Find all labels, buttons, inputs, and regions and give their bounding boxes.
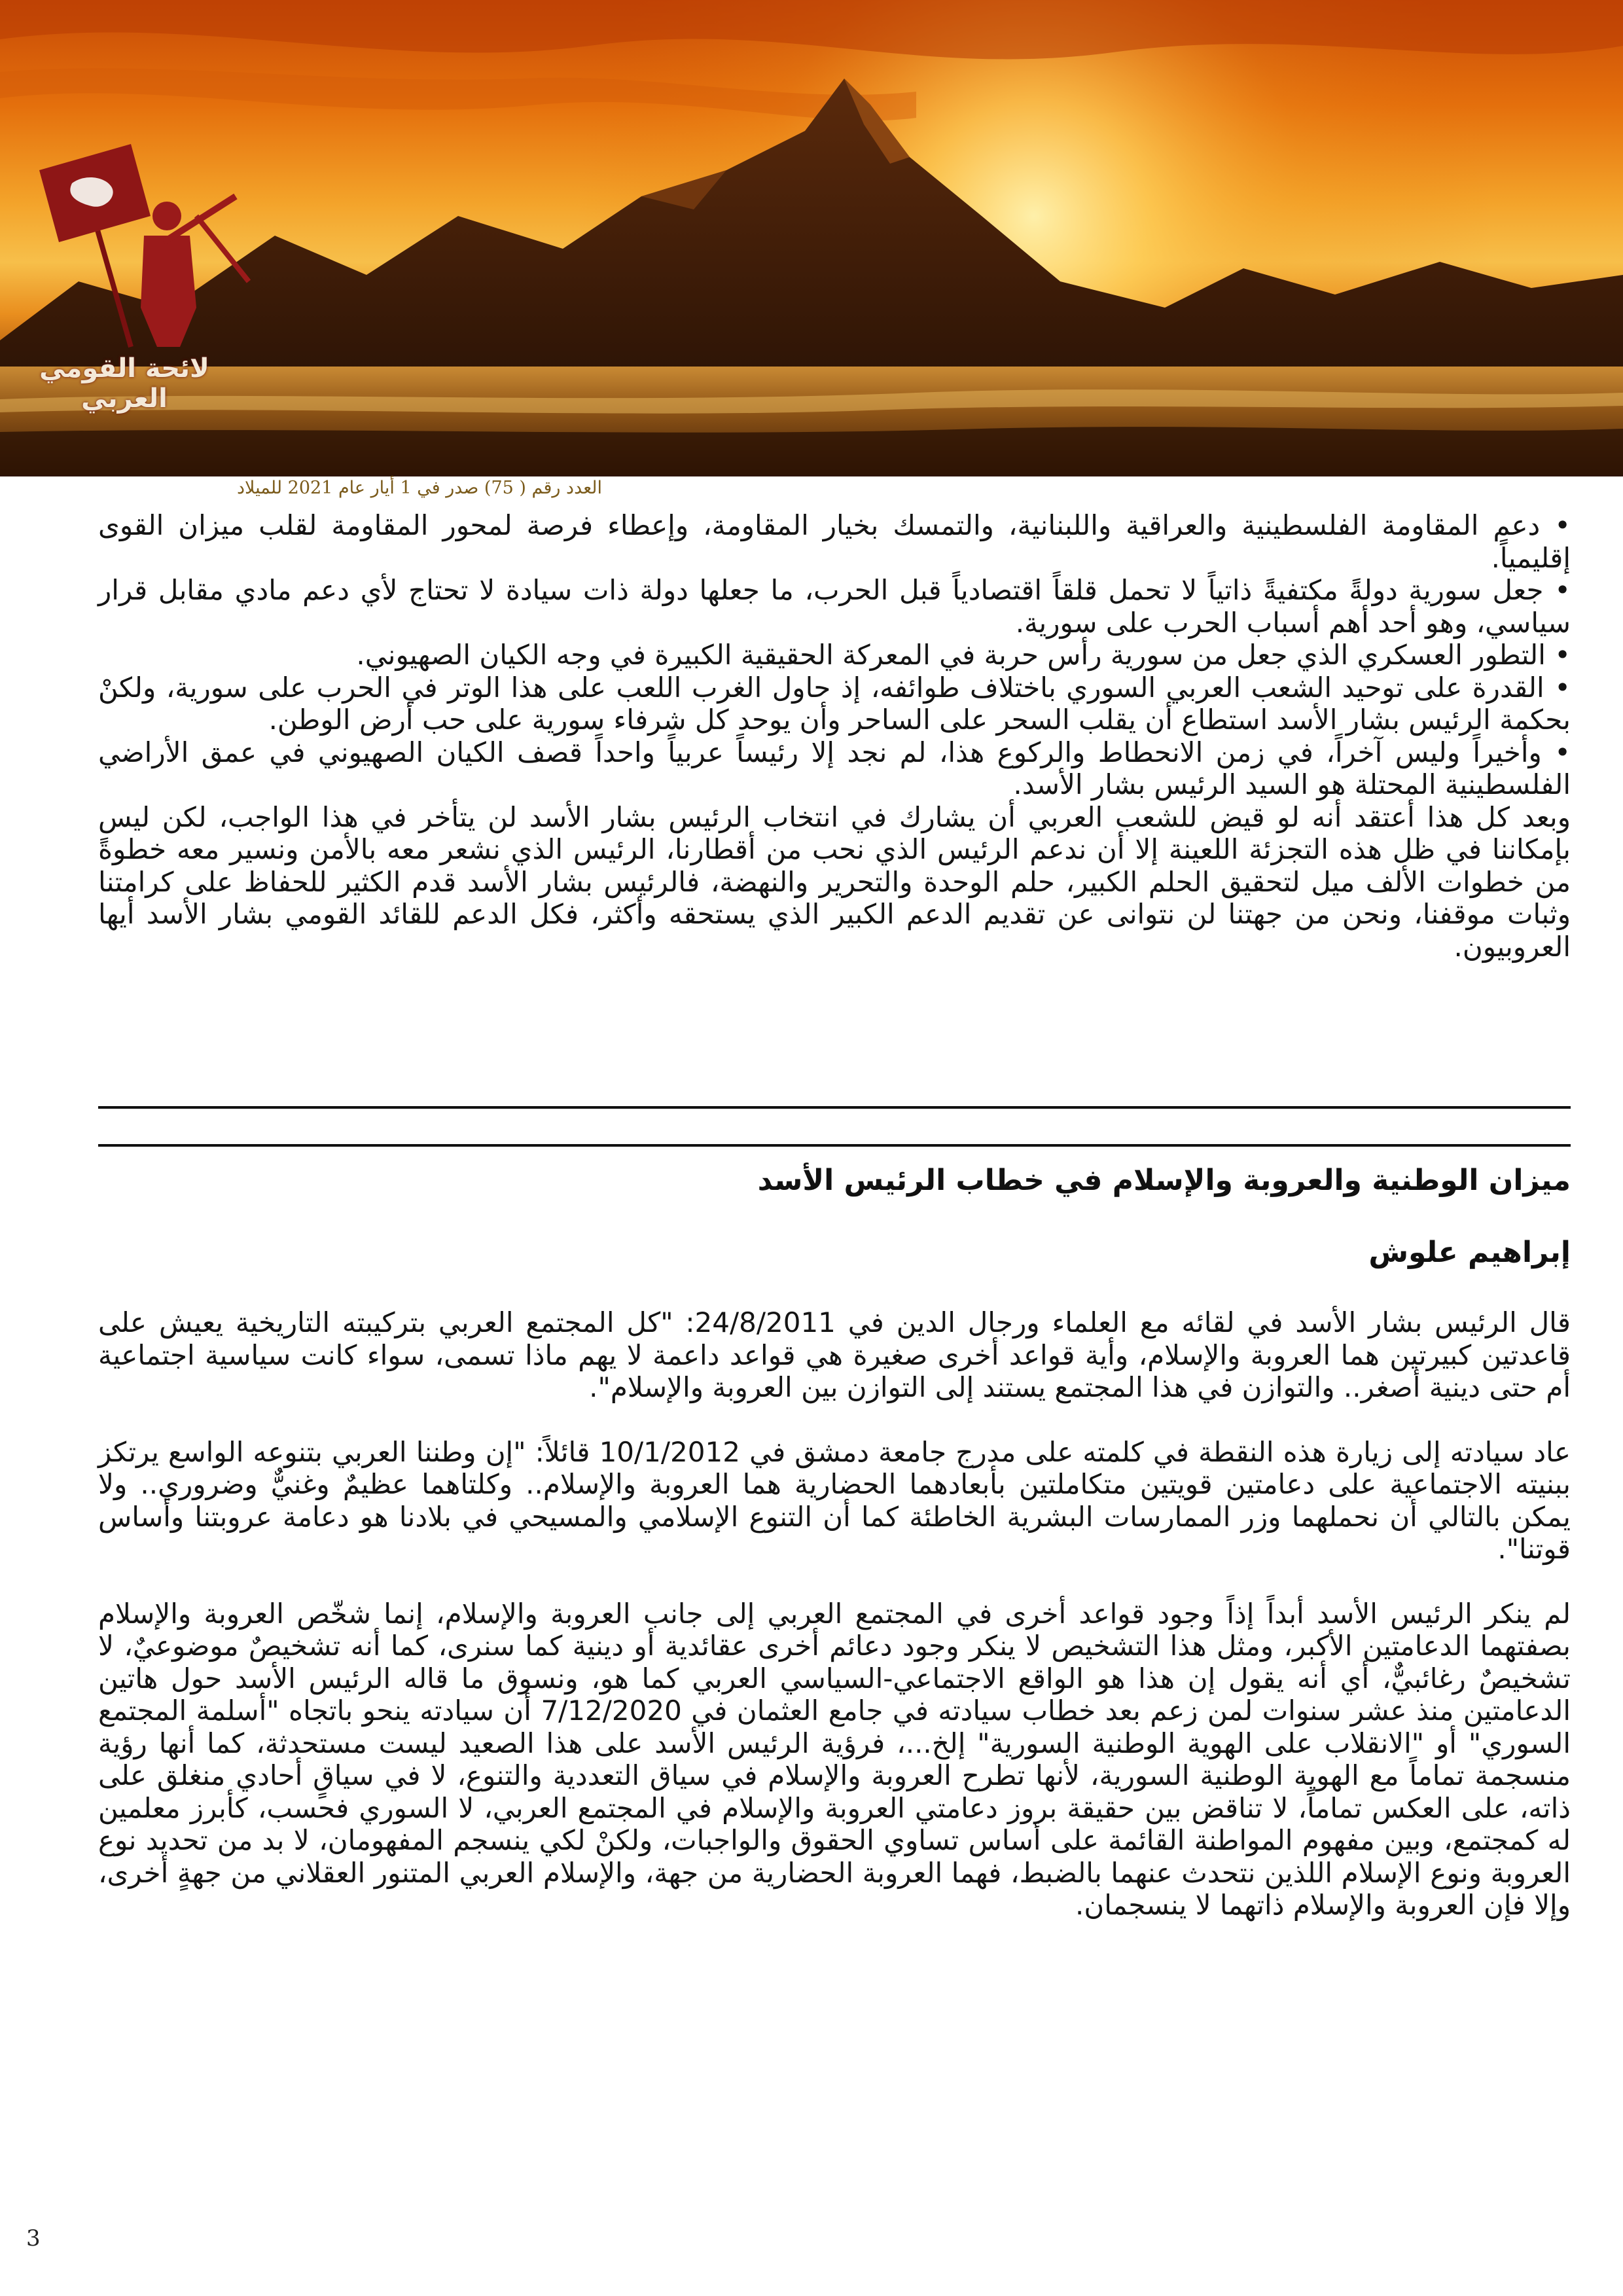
- article-paragraph: قال الرئيس بشار الأسد في لقائه مع العلماء ورجال الدين في 24/8/2011: "كل المجتمع العربي بتركيبته التاريخية يعيش على قاعدتين كبيرتين هما العروبة والإسلام، وأية قواعد أخرى صغيرة هي قواعد داعمة لا يهم ماذا تسمى، سواء كانت سياسية اجتماعية أم حتى دينية أصغر.. والتوازن في هذا المجتمع يستند إلى التوازن بين العروبة والإسلام".: [98, 1306, 1571, 1403]
- article-title: ميزان الوطنية والعروبة والإسلام في خطاب الرئيس الأسد: [757, 1164, 1571, 1197]
- first-article-body: [98, 509, 1571, 963]
- paragraph-gap: [98, 1566, 1571, 1598]
- logo-caption: لائحة القومي العربي: [39, 353, 209, 414]
- article-paragraph: لم ينكر الرئيس الأسد أبداً إذاً وجود قواعد أخرى في المجتمع العربي إلى جانب العروبة والإسلام، إنما شخّص العروبة والإسلام بصفتهما الدعامتين الأكبر، ومثل هذا التشخيص لا ينكر وجود دعائم أخرى عقائدية أو دينية كما سنرى، كما أنه تشخيصٌ موضوعيٌ، لا تشخيصٌ رغائبيٌّ، أي أنه يقول إن هذا هو الواقع الاجتماعي-السياسي العربي كما هو، ونسوق ما قاله الرئيس الأسد حول هاتين الدعامتين منذ عشر سنوات لمن زعم بعد خطاب سيادته في جامع العثمان في 7/12/2020 أن سيادته ينحو باتجاه "أسلمة المجتمع السوري" أو "الانقلاب على الهوية الوطنية السورية" إلخ...، فرؤية الرئيس الأسد على هذا الصعيد ليست مستحدثة، كما أنها رؤية منسجمة تماماً مع الهوية الوطنية السورية، لأنها تطرح العروبة والإسلام في سياق التعددية والتنوع، لا في سياقٍ أحادي منغلق على ذاته، على العكس تماماً، لا تناقض بين حقيقة بروز دعامتي العروبة والإسلام في المجتمع العربي، لا السوري فحسب، كأبرز معلمين له كمجتمع، وبين مفهوم المواطنة القائمة على أساس تساوي الحقوق والواجبات، ولكنْ لكي ينسجم المفهومان، لا بد من تحديد نوع العروبة ونوع الإسلام اللذين نتحدث عنهما بالضبط، فهما العروبة الحضارية من جهة، والإسلام العربي المتنور العقلاني من جهةٍ أخرى، وإلا فإن العروبة والإسلام ذاتهما لا ينسجمان.: [98, 1597, 1571, 1921]
- paragraph-gap: [98, 1404, 1571, 1436]
- issue-line: العدد رقم ( 75) صدر في 1 أيار عام 2021 للميلاد: [237, 478, 602, 498]
- divider-line: [98, 1106, 1571, 1109]
- bullet-paragraph: • وأخيراً وليس آخراً، في زمن الانحطاط والركوع هذا، لم نجد إلا رئيساً عربياً واحداً قصف الكيان الصهيوني في عمق الأراضي الفلسطينية المحتلة هو السيد الرئيس بشار الأسد.: [98, 736, 1571, 800]
- bullet-paragraph: • جعل سورية دولةً مكتفيةً ذاتياً لا تحمل قلقاً اقتصادياً قبل الحرب، ما جعلها دولة ذات سيادة لا تحتاج لأي دعم مادي مقابل قرار سياسي، وهو أحد أهم أسباب الحرب على سورية.: [98, 574, 1571, 639]
- bullet-paragraph: • القدرة على توحيد الشعب العربي السوري باختلاف طوائفه، إذ حاول الغرب اللعب على هذا الوتر في الحرب على سورية، ولكنْ بحكمة الرئيس بشار الأسد استطاع أن يقلب السحر على الساحر وأن يوحد كل شرفاء سورية على حب أرض الوطن.: [98, 671, 1571, 736]
- second-article-body: [98, 1306, 1571, 1922]
- conclusion-paragraph: وبعد كل هذا أعتقد أنه لو قيض للشعب العربي أن يشارك في انتخاب الرئيس بشار الأسد لن يتأخر في هذا الواجب، لكن ليس بإمكاننا في ظل هذه التجزئة اللعينة إلا أن ندعم الرئيس الذي نحب من أقطارنا، الرئيس الذي نشعر معه بالأمن ونسير معه خطوةً من خطوات الألف ميل لتحقيق الحلم الكبير، حلم الوحدة والتحرير والنهضة، فالرئيس بشار الأسد قدم الكثير للحفاظ على كرامتنا وثبات موقفنا، ونحن من جهتنا لن نتوانى عن تقديم الدعم الكبير الذي يستحقه وأكثر، فكل الدعم للقائد القومي بشار الأسد أيها العروبيون.: [98, 800, 1571, 963]
- header-banner: [0, 0, 1623, 476]
- bullet-paragraph: • التطور العسكري الذي جعل من سورية رأس حربة في المعركة الحقيقية الكبيرة في وجه الكيان الصهيوني.: [356, 639, 1571, 671]
- article-paragraph: عاد سيادته إلى زيارة هذه النقطة في كلمته على مدرج جامعة دمشق في 10/1/2012 قائلاً: "إن وطننا العربي بتنوعه الواسع يرتكز ببنيته الاجتماعية على دعامتين قويتين متكاملتين بأبعادهما الحضارية هما العروبة والإسلام.. وكلتاهما عظيمٌ وغنيٌّ وضروري.. ولا يمكن بالتالي أن نحملهما وزر الممارسات البشرية الخاطئة كما أن التنوع الإسلامي والمسيحي في بلادنا هو دعامة عروبتنا وأساس قوتنا".: [98, 1435, 1571, 1565]
- sunset-mountain-image: [0, 0, 1623, 476]
- article-author: إبراهيم علوش: [1368, 1236, 1571, 1269]
- page-number: 3: [26, 2225, 41, 2251]
- bullet-paragraph: • دعم المقاومة الفلسطينية والعراقية واللبنانية، والتمسك بخيار المقاومة، وإعطاء فرصة لمحور المقاومة لقلب ميزان القوى إقليمياً.: [98, 509, 1571, 574]
- divider-line: [98, 1144, 1571, 1147]
